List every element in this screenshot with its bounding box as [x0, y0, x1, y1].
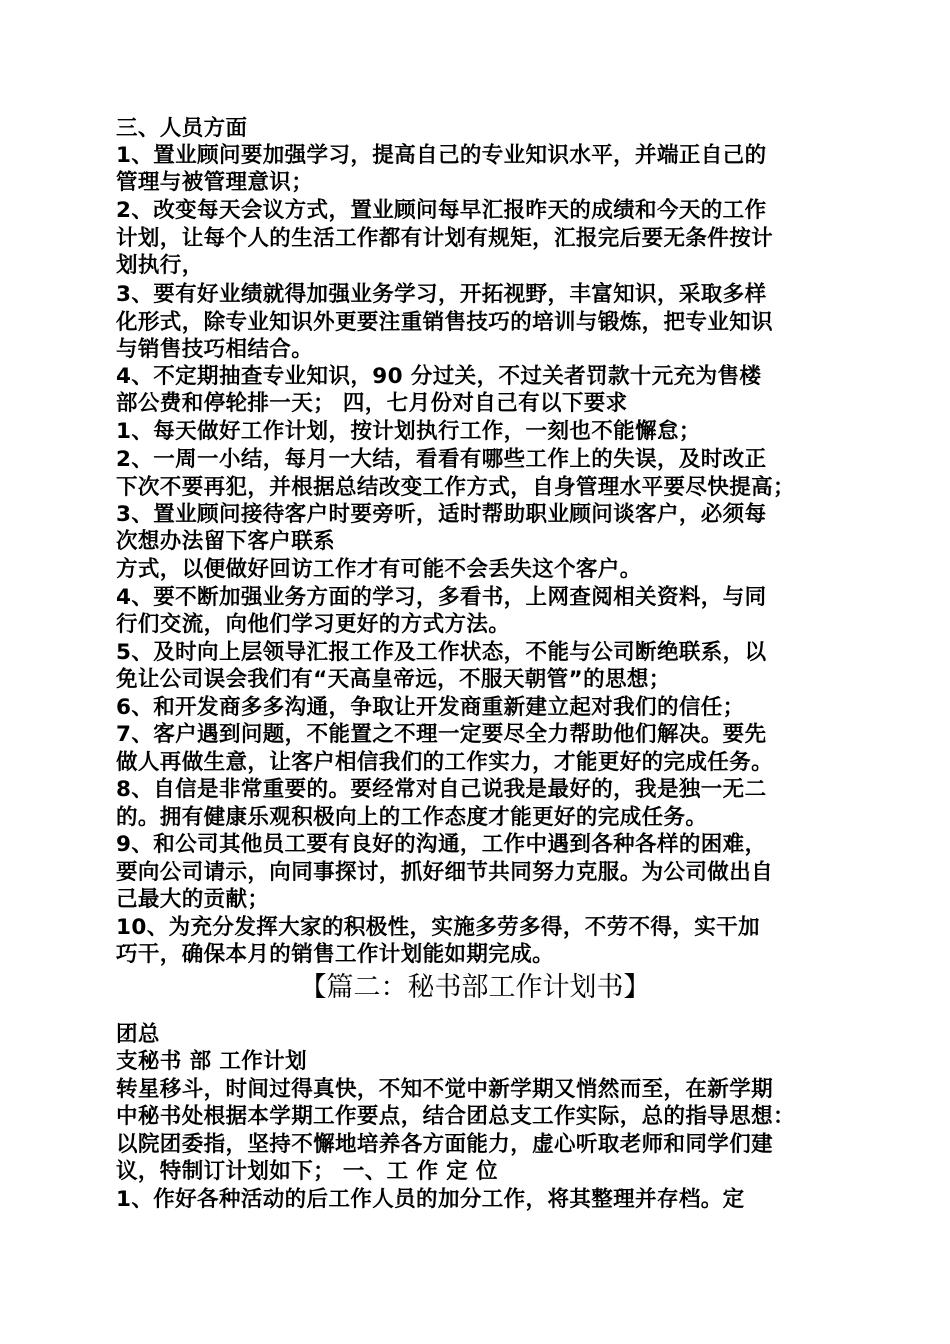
text-line: 支秘书 部 工作计划 [116, 1049, 307, 1074]
text-line: 4、要不断加强业务方面的学习，多看书，上网查阅相关资料，与同 [116, 585, 767, 610]
text-line: 己最大的贡献； [116, 887, 270, 912]
text-line: 要向公司请示，向同事探讨，抓好细节共同努力克服。为公司做出自 [116, 860, 774, 885]
text-line: 议，特制订计划如下； 一、工 作 定 位 [116, 1159, 498, 1184]
text-line: 3、要有好业绩就得加强业务学习，开拓视野，丰富知识，采取多样 [116, 282, 767, 307]
text-line: 部公费和停轮排一天； 四，七月份对自己有以下要求 [116, 391, 628, 416]
text-line: 巧干，确保本月的销售工作计划能如期完成。 [116, 942, 555, 967]
text-line: 1、作好各种活动的后工作人员的加分工作，将其整理并存档。定 [116, 1187, 745, 1212]
text-line: 的。拥有健康乐观积极向上的工作态度才能更好的完成任务。 [116, 805, 708, 830]
text-line: 下次不要再犯，并根据总结改变工作方式，自身管理水平要尽快提高； [116, 475, 795, 500]
text-line: 行们交流，向他们学习更好的方式方法。 [116, 612, 511, 637]
text-line: 方式，以便做好回访工作才有可能不会丢失这个客户。 [116, 557, 642, 582]
text-line: 与销售技巧相结合。 [116, 337, 314, 362]
text-line: 7、客户遇到问题，不能置之不理一定要尽全力帮助他们解决。要先 [116, 722, 767, 747]
text-line: 10、为充分发挥大家的积极性，实施多劳多得，不劳不得，实干加 [116, 915, 760, 940]
text-line: 免让公司误会我们有“天高皇帝远，不服天朝管”的思想； [116, 667, 671, 692]
text-line: 6、和开发商多多沟通，争取让开发商重新建立起对我们的信任； [116, 695, 745, 720]
text-line: 2、一周一小结，每月一大结，看看有哪些工作上的失误，及时改正 [116, 447, 767, 472]
text-line: 计划，让每个人的生活工作都有计划有规矩，汇报完后要无条件按计 [116, 226, 774, 251]
section-title: 【篇二：秘书部工作计划书】 [299, 972, 651, 1003]
text-line: 化形式，除专业知识外更要注重销售技巧的培训与锻炼，把专业知识 [116, 310, 774, 335]
text-line: 2、改变每天会议方式，置业顾问每早汇报昨天的成绩和今天的工作 [116, 198, 767, 223]
text-line: 5、及时向上层领导汇报工作及工作状态，不能与公司断绝联系，以 [116, 640, 767, 665]
text-line: 4、不定期抽查专业知识，90 分过关，不过关者罚款十元充为售楼 [116, 364, 762, 389]
text-line: 中秘书处根据本学期工作要点，结合团总支工作实际，总的指导思想： [116, 1104, 795, 1129]
text-line: 9、和公司其他员工要有良好的沟通，工作中遇到各种各样的困难， [116, 832, 767, 857]
text-line: 次想办法留下客户联系 [116, 529, 336, 554]
text-line: 1、每天做好工作计划，按计划执行工作，一刻也不能懈怠； [116, 419, 701, 444]
text-line: 1、置业顾问要加强学习，提高自己的专业知识水平，并端正自己的 [116, 143, 767, 168]
text-line: 以院团委指，坚持不懈地培养各方面能力，虚心听取老师和同学们建 [116, 1132, 774, 1157]
text-line: 团总 [116, 1022, 160, 1047]
text-line: 划执行， [116, 253, 204, 278]
text-line: 管理与被管理意识； [116, 170, 314, 195]
text-line: 3、置业顾问接待客户时要旁听，适时帮助职业顾问谈客户，必须每 [116, 502, 767, 527]
text-line: 做人再做生意，让客户相信我们的工作实力，才能更好的完成任务。 [116, 750, 774, 775]
text-line: 转星移斗，时间过得真快，不知不觉中新学期又悄然而至，在新学期 [116, 1077, 774, 1102]
text-line: 8、自信是非常重要的。要经常对自己说我是最好的，我是独一无二 [116, 777, 767, 802]
text-line: 三、人员方面 [116, 116, 248, 141]
